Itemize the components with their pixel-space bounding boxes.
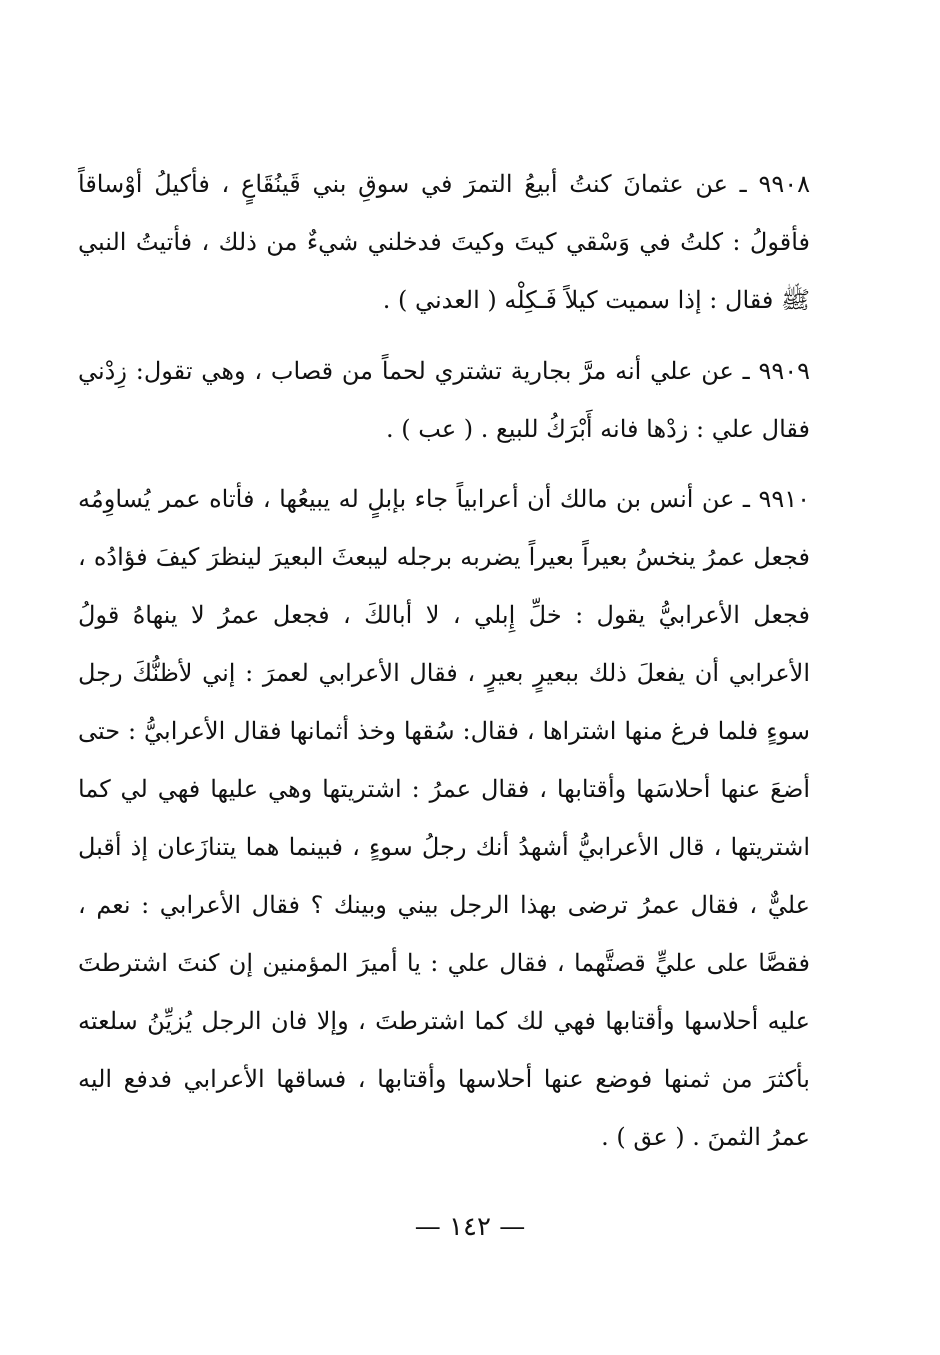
paragraph-text: ٩٩٠٩ ـ عن علي أنه مرَّ بجارية تشتري لحماً من قصاب ، وهي تقول: زِدْني فقال علي : زدْها فانه أَبْرَكُ للبيع . ( عب ) .: [78, 357, 810, 443]
hadith-9908: [78, 155, 810, 329]
paragraph-text: ٩٩١٠ ـ عن أنس بن مالك أن أعرابياً جاء بإبلٍ له يبيعُها ، فأتاه عمر يُساوِمُه فجعل عمرُ ينخسُ بعيراً بعيراً يضربه برجله ليبعثَ البعيرَ لينظرَ كيفَ فؤادُه ، فجعل الأعرابيُّ يقول : خلِّ إِبلي ، لا أبالكَ ، فجعل عمرُ لا ينهاهُ قولُ الأعرابي أن يفعلَ ذلك ببعيرٍ بعيرٍ ، فقال الأعرابي لعمرَ : إني لأظنُّكَ رجل سوءٍ فلما فرغ منها اشتراها ، فقال: سُقها وخذ أثمانها فقال الأعرابيُّ : حتى أضعَ عنها أحلاسَها وأقتابها ، فقال عمرُ : اشتريتها وهي عليها فهي لي كما اشتريتها ، قال الأعرابيُّ أشهدُ أنك رجلُ سوءٍ ، فبينما هما يتنازَعان إذ أقبل عليٌّ ، فقال عمرُ ترضى بهذا الرجل بيني وبينك ؟ فقال الأعرابي : نعم ، فقصَّا على عليٍّ قصتَّهما ، فقال علي : يا أميرَ المؤمنين إن كنتَ اشترطتَ عليه أحلاسها وأقتابها فهي لك كما اشترطتَ ، وإلا فان الرجل يُزيِّنُ سلعته بأكثرَ من ثمنها فوضع عنها أحلاسها وأقتابها ، فساقها الأعرابي فدفع اليه عمرُ الثمنَ . ( عق ) .: [78, 485, 811, 1151]
hadith-9909: [78, 342, 810, 458]
page-number: — ١٤٢ —: [414, 1212, 526, 1242]
paragraph-text: ٩٩٠٨ ـ عن عثمانَ كنتُ أبيعُ التمرَ في سوقِ بني قَينُقَاعٍ ، فأكيلُ أوْساقاً فأقولُ : كلتُ في وَسْقي كيتَ وكيتَ فدخلني شيءٌ من ذلك ، فأتيتُ النبي ﷺ فقال : إذا سميت كيلاً فَـكِلْه ( العدني ) .: [78, 170, 810, 314]
hadith-9910: [78, 470, 810, 1166]
